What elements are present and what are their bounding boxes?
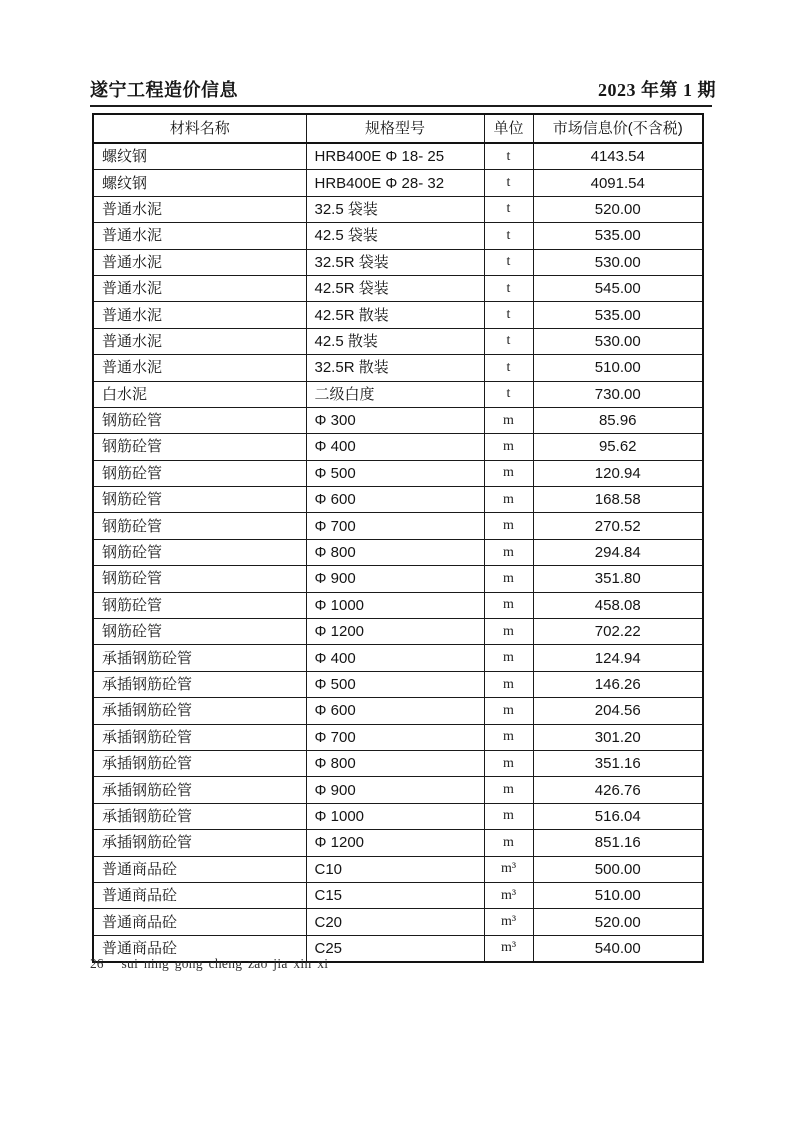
price-cell: 426.76 xyxy=(533,777,703,803)
price-cell: 168.58 xyxy=(533,487,703,513)
spec-cell: 42.5R 散装 xyxy=(306,302,484,328)
unit-cell: m xyxy=(484,566,533,592)
material-name-cell: 普通水泥 xyxy=(93,355,306,381)
material-name-cell: 白水泥 xyxy=(93,381,306,407)
unit-cell: m xyxy=(484,460,533,486)
material-name-cell: 钢筋砼管 xyxy=(93,487,306,513)
spec-cell: Φ 800 xyxy=(306,750,484,776)
unit-cell: m xyxy=(484,487,533,513)
spec-cell: C25 xyxy=(306,935,484,962)
table-row xyxy=(93,671,703,697)
unit-cell: t xyxy=(484,143,533,170)
price-cell: 530.00 xyxy=(533,328,703,354)
price-cell: 516.04 xyxy=(533,803,703,829)
price-cell: 851.16 xyxy=(533,830,703,856)
price-cell: 4143.54 xyxy=(533,143,703,170)
spec-cell: 32.5 袋装 xyxy=(306,196,484,222)
page-number: 26 xyxy=(90,956,104,971)
price-cell: 95.62 xyxy=(533,434,703,460)
material-name-cell: 普通水泥 xyxy=(93,302,306,328)
unit-cell: t xyxy=(484,196,533,222)
material-name-cell: 承插钢筋砼管 xyxy=(93,750,306,776)
unit-cell: t xyxy=(484,302,533,328)
price-cell: 4091.54 xyxy=(533,170,703,196)
spec-cell: 42.5R 袋装 xyxy=(306,275,484,301)
unit-cell: m xyxy=(484,724,533,750)
table-row xyxy=(93,909,703,935)
price-cell: 535.00 xyxy=(533,223,703,249)
spec-cell: C20 xyxy=(306,909,484,935)
price-cell: 204.56 xyxy=(533,698,703,724)
unit-cell: m xyxy=(484,539,533,565)
price-cell: 351.16 xyxy=(533,750,703,776)
spec-cell: 32.5R 袋装 xyxy=(306,249,484,275)
price-table-header xyxy=(93,114,703,143)
table-row xyxy=(93,355,703,381)
price-cell: 730.00 xyxy=(533,381,703,407)
unit-cell: m xyxy=(484,645,533,671)
table-row xyxy=(93,698,703,724)
material-name-cell: 螺纹钢 xyxy=(93,143,306,170)
page-header xyxy=(90,76,716,102)
material-name-cell: 钢筋砼管 xyxy=(93,539,306,565)
table-row xyxy=(93,803,703,829)
unit-cell: m³ xyxy=(484,935,533,962)
table-row xyxy=(93,434,703,460)
price-cell: 85.96 xyxy=(533,407,703,433)
price-cell: 301.20 xyxy=(533,724,703,750)
spec-cell: Φ 500 xyxy=(306,671,484,697)
price-cell: 351.80 xyxy=(533,566,703,592)
spec-cell: Φ 1000 xyxy=(306,592,484,618)
spec-cell: Φ 700 xyxy=(306,724,484,750)
table-row xyxy=(93,592,703,618)
spec-cell: Φ 600 xyxy=(306,487,484,513)
material-name-cell: 承插钢筋砼管 xyxy=(93,698,306,724)
spec-cell: 42.5 散装 xyxy=(306,328,484,354)
material-name-cell: 钢筋砼管 xyxy=(93,566,306,592)
table-row xyxy=(93,487,703,513)
unit-cell: m³ xyxy=(484,882,533,908)
header-row xyxy=(93,114,703,143)
price-cell: 520.00 xyxy=(533,909,703,935)
price-cell: 458.08 xyxy=(533,592,703,618)
table-row xyxy=(93,460,703,486)
price-cell: 510.00 xyxy=(533,355,703,381)
spec-cell: 二级白度 xyxy=(306,381,484,407)
price-cell: 510.00 xyxy=(533,882,703,908)
header-rule xyxy=(90,105,712,107)
price-table xyxy=(92,113,704,963)
table-row xyxy=(93,856,703,882)
unit-cell: m xyxy=(484,407,533,433)
price-cell: 500.00 xyxy=(533,856,703,882)
spec-cell: HRB400E Φ 28- 32 xyxy=(306,170,484,196)
spec-cell: Φ 700 xyxy=(306,513,484,539)
issue-label: 2023 年第 1 期 xyxy=(598,80,716,100)
price-cell: 294.84 xyxy=(533,539,703,565)
spec-cell: Φ 300 xyxy=(306,407,484,433)
column-header-material-name: 材料名称 xyxy=(93,114,306,143)
spec-cell: Φ 500 xyxy=(306,460,484,486)
price-table-body xyxy=(93,143,703,962)
table-row xyxy=(93,302,703,328)
unit-cell: t xyxy=(484,328,533,354)
table-row xyxy=(93,170,703,196)
table-row xyxy=(93,407,703,433)
material-name-cell: 普通商品砼 xyxy=(93,856,306,882)
material-name-cell: 承插钢筋砼管 xyxy=(93,645,306,671)
material-name-cell: 普通水泥 xyxy=(93,196,306,222)
table-row xyxy=(93,724,703,750)
price-cell: 702.22 xyxy=(533,619,703,645)
spec-cell: Φ 1200 xyxy=(306,619,484,645)
journal-title: 遂宁工程造价信息 xyxy=(90,80,238,100)
column-header-market-price: 市场信息价(不含税) xyxy=(533,114,703,143)
unit-cell: t xyxy=(484,249,533,275)
unit-cell: m xyxy=(484,777,533,803)
column-header-spec-model: 规格型号 xyxy=(306,114,484,143)
unit-cell: m xyxy=(484,750,533,776)
unit-cell: m xyxy=(484,434,533,460)
price-cell: 545.00 xyxy=(533,275,703,301)
column-header-unit: 单位 xyxy=(484,114,533,143)
unit-cell: m³ xyxy=(484,856,533,882)
spec-cell: Φ 800 xyxy=(306,539,484,565)
unit-cell: m xyxy=(484,592,533,618)
price-cell: 520.00 xyxy=(533,196,703,222)
table-row xyxy=(93,275,703,301)
spec-cell: Φ 900 xyxy=(306,777,484,803)
material-name-cell: 承插钢筋砼管 xyxy=(93,803,306,829)
footer-pinyin: sui ning gong cheng zao jia xin xi xyxy=(121,956,329,971)
material-name-cell: 承插钢筋砼管 xyxy=(93,724,306,750)
spec-cell: Φ 400 xyxy=(306,645,484,671)
unit-cell: t xyxy=(484,170,533,196)
unit-cell: m xyxy=(484,619,533,645)
material-name-cell: 钢筋砼管 xyxy=(93,434,306,460)
spec-cell: Φ 1000 xyxy=(306,803,484,829)
spec-cell: C10 xyxy=(306,856,484,882)
spec-cell: HRB400E Φ 18- 25 xyxy=(306,143,484,170)
price-cell: 535.00 xyxy=(533,302,703,328)
table-row xyxy=(93,381,703,407)
price-cell: 270.52 xyxy=(533,513,703,539)
table-row xyxy=(93,566,703,592)
material-name-cell: 普通商品砼 xyxy=(93,935,306,962)
unit-cell: t xyxy=(484,355,533,381)
table-row xyxy=(93,645,703,671)
table-row xyxy=(93,830,703,856)
unit-cell: m xyxy=(484,698,533,724)
material-name-cell: 钢筋砼管 xyxy=(93,619,306,645)
spec-cell: Φ 900 xyxy=(306,566,484,592)
spec-cell: 32.5R 散装 xyxy=(306,355,484,381)
price-cell: 124.94 xyxy=(533,645,703,671)
material-name-cell: 钢筋砼管 xyxy=(93,460,306,486)
table-row xyxy=(93,619,703,645)
table-row xyxy=(93,196,703,222)
table-row xyxy=(93,513,703,539)
material-name-cell: 钢筋砼管 xyxy=(93,407,306,433)
unit-cell: m xyxy=(484,803,533,829)
spec-cell: Φ 600 xyxy=(306,698,484,724)
unit-cell: m xyxy=(484,671,533,697)
material-name-cell: 钢筋砼管 xyxy=(93,513,306,539)
unit-cell: t xyxy=(484,223,533,249)
table-row xyxy=(93,882,703,908)
unit-cell: m xyxy=(484,513,533,539)
unit-cell: t xyxy=(484,275,533,301)
table-row xyxy=(93,750,703,776)
material-name-cell: 普通水泥 xyxy=(93,249,306,275)
unit-cell: m³ xyxy=(484,909,533,935)
table-row xyxy=(93,777,703,803)
table-row xyxy=(93,249,703,275)
material-name-cell: 承插钢筋砼管 xyxy=(93,777,306,803)
price-cell: 530.00 xyxy=(533,249,703,275)
material-name-cell: 普通水泥 xyxy=(93,328,306,354)
table-row xyxy=(93,328,703,354)
spec-cell: C15 xyxy=(306,882,484,908)
material-name-cell: 螺纹钢 xyxy=(93,170,306,196)
table-row xyxy=(93,539,703,565)
material-name-cell: 承插钢筋砼管 xyxy=(93,830,306,856)
price-cell: 146.26 xyxy=(533,671,703,697)
material-name-cell: 钢筋砼管 xyxy=(93,592,306,618)
material-name-cell: 普通水泥 xyxy=(93,223,306,249)
price-cell: 540.00 xyxy=(533,935,703,962)
spec-cell: Φ 1200 xyxy=(306,830,484,856)
spec-cell: 42.5 袋装 xyxy=(306,223,484,249)
table-row xyxy=(93,223,703,249)
spec-cell: Φ 400 xyxy=(306,434,484,460)
material-name-cell: 承插钢筋砼管 xyxy=(93,671,306,697)
table-row xyxy=(93,143,703,170)
page-footer xyxy=(90,956,328,972)
material-name-cell: 普通商品砼 xyxy=(93,882,306,908)
unit-cell: m xyxy=(484,830,533,856)
price-cell: 120.94 xyxy=(533,460,703,486)
material-name-cell: 普通水泥 xyxy=(93,275,306,301)
material-name-cell: 普通商品砼 xyxy=(93,909,306,935)
unit-cell: t xyxy=(484,381,533,407)
